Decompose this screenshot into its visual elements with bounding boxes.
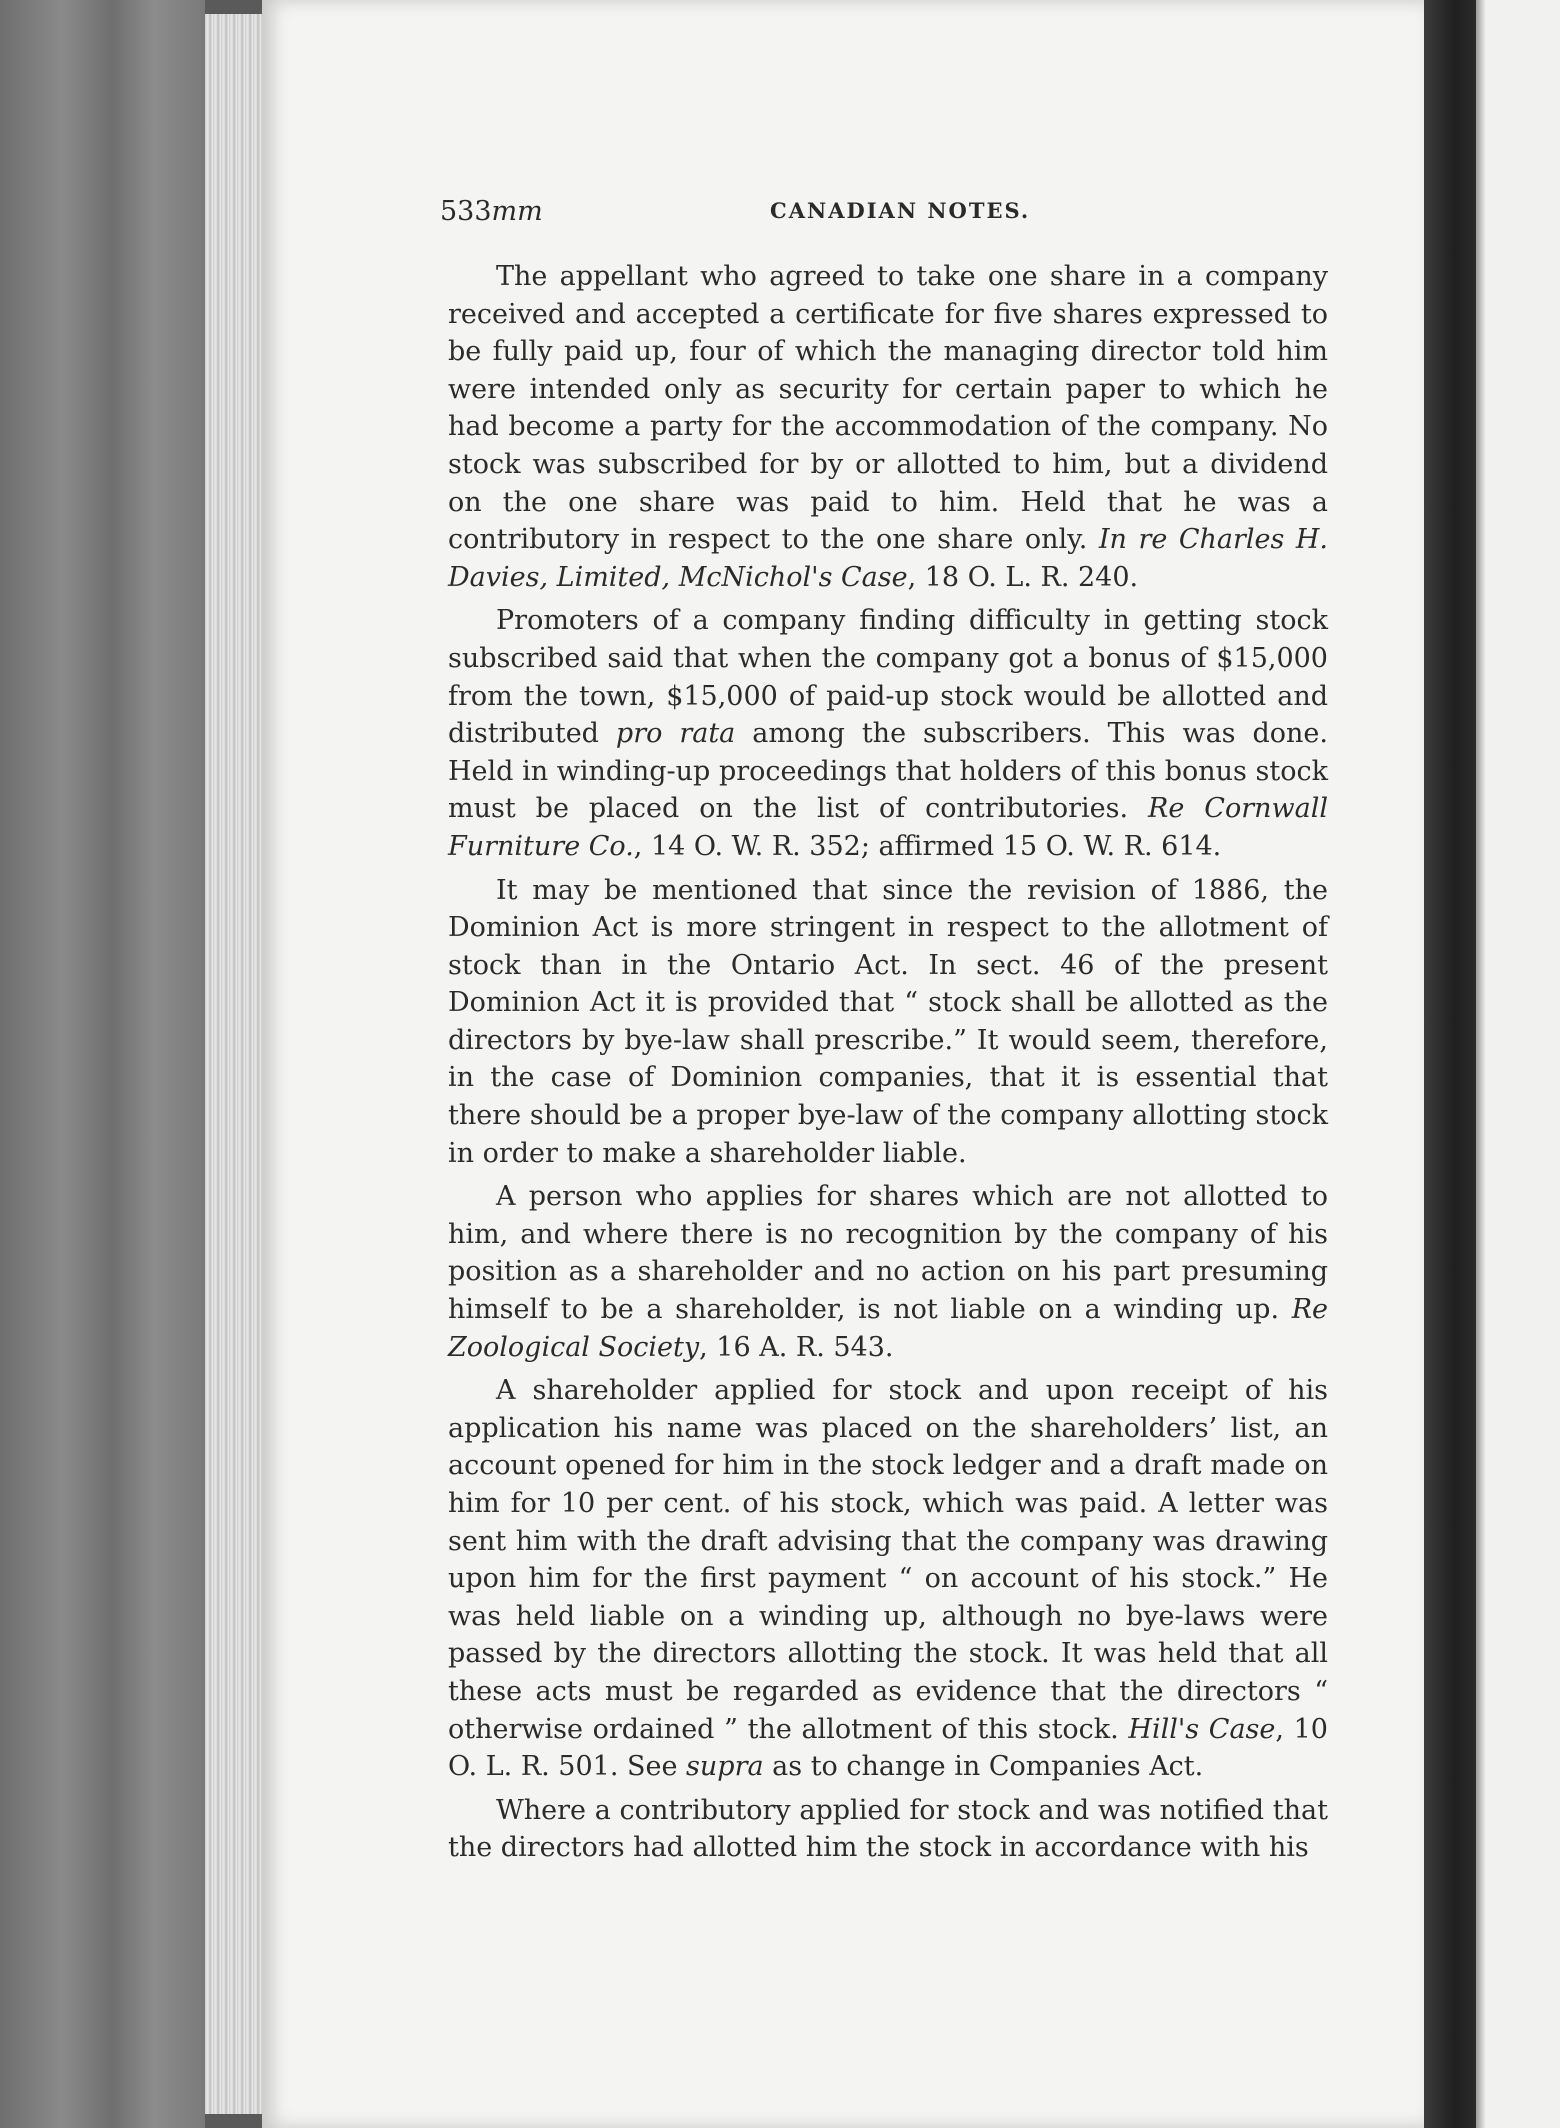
paragraph-text: among the subscribers. This was done. Held in winding-up proceedings that holders of this bonus stock must be placed on the list of contributories. xyxy=(448,718,1328,825)
case-citation: Re Zoological Society xyxy=(448,1294,1328,1363)
cross-reference: supra xyxy=(686,1751,764,1783)
next-page-shadow xyxy=(1476,0,1486,2128)
paragraph-text: The appellant who agreed to take one share in a company received and accepted a certificate for five shares expressed to be fully paid up, four of which the managing director told him were intended only as security for certain paper to which he had become a party for the accommodation of the company. No stock was subscribed for by or allotted to him, but a dividend on the one share was paid to him. Held that he was a contributory in respect to the one share only. xyxy=(448,261,1328,556)
paragraph-text: Where a contributory applied for stock and was notified that the directors had allotted him the stock in accordance with his xyxy=(448,1794,1328,1864)
running-head xyxy=(440,196,1340,236)
paragraph-text: , 18 O. L. R. 240. xyxy=(907,561,1139,593)
case-citation: Re Cornwall Furniture Co. xyxy=(448,793,1328,862)
next-page-edge xyxy=(1476,0,1560,2128)
paragraph-text: as to change in Companies Act. xyxy=(763,1751,1204,1783)
paragraph-text: A person who applies for shares which are not allotted to him, and where there is no recognition by the company of his position as a shareholder and no action on his part presuming himself to be a shareholder, is not liable on a winding up. xyxy=(448,1181,1328,1326)
page-number-suffix: mm xyxy=(491,196,543,227)
paragraph-text: , 14 O. W. R. 352; affirmed 15 O. W. R. 614. xyxy=(633,830,1222,862)
paragraph-1 xyxy=(448,258,1328,596)
paragraph-text: , 16 A. R. 543. xyxy=(699,1331,894,1363)
paragraph-3 xyxy=(448,872,1328,1173)
page-number xyxy=(440,196,543,227)
paragraph-text: , 10 O. L. R. 501. See xyxy=(448,1713,1328,1783)
latin-phrase: pro rata xyxy=(615,718,736,750)
case-citation: In re Charles H. Davies, Limited, McNichol's Case xyxy=(448,524,1328,593)
paragraph-text: A shareholder applied for stock and upon receipt of his application his name was placed on the shareholders’ list, an account opened for him in the stock ledger and a draft made on him for 10 per cent. of his stock, which was paid. A letter was sent him with the draft advising that the company was drawing upon him for the first payment “ on account of his stock.” He was held liable on a winding up, although no bye-laws were passed by the directors allotting the stock. It was held that all these acts must be regarded as evidence that the directors “ otherwise ordained ” the allotment of this stock. xyxy=(448,1375,1328,1745)
paragraph-text: It may be mentioned that since the revision of 1886, the Dominion Act is more stringent in respect to the allotment of stock than in the Ontario Act. In sect. 46 of the present Dominion Act it is provided that “ stock shall be allotted as the directors by bye-law shall prescribe.” It would seem, therefore, in the case of Dominion companies, that it is essential that there should be a proper bye-law of the company allotting stock in order to make a shareholder liable. xyxy=(448,874,1328,1169)
book-spine-right xyxy=(1424,0,1476,2128)
book-edge-left xyxy=(0,0,205,2128)
paragraph-6 xyxy=(448,1792,1328,1867)
paragraph-4 xyxy=(448,1178,1328,1366)
page-number-value: 533 xyxy=(440,196,492,227)
paragraph-5 xyxy=(448,1372,1328,1786)
page-stack-edges xyxy=(205,14,265,2114)
paragraph-2 xyxy=(448,602,1328,865)
header-title: CANADIAN NOTES. xyxy=(770,198,1031,223)
paragraph-text: Promoters of a company finding difficulty in getting stock subscribed said that when the company got a bonus of $15,000 from the town, $15,000 of paid-up stock would be allotted and distributed xyxy=(448,605,1328,750)
text-body xyxy=(448,258,1328,1873)
case-citation: Hill's Case xyxy=(1128,1713,1276,1745)
